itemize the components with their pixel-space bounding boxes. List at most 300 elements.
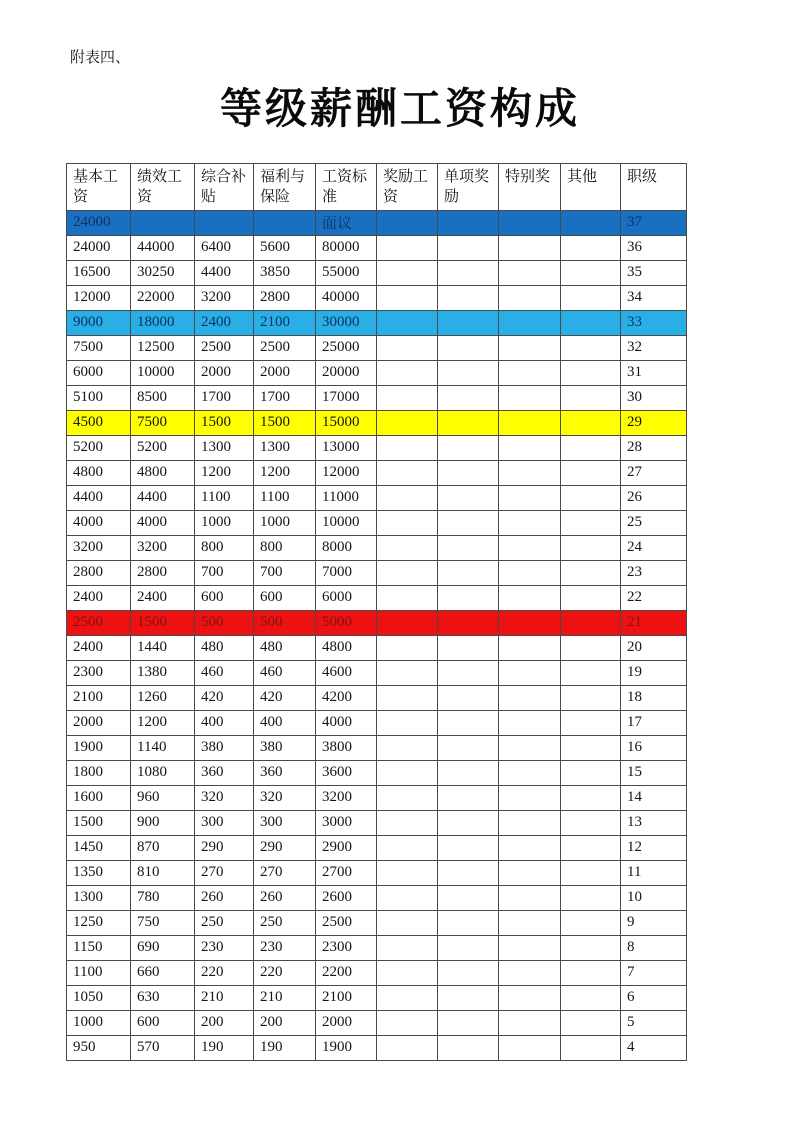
- table-cell: [499, 510, 561, 535]
- table-cell: 22000: [131, 285, 195, 310]
- table-cell: [499, 910, 561, 935]
- table-cell: 630: [131, 985, 195, 1010]
- table-cell: [561, 460, 621, 485]
- table-cell: [377, 1010, 438, 1035]
- table-cell: 18000: [131, 310, 195, 335]
- table-cell: [499, 235, 561, 260]
- column-header: 特别奖: [499, 164, 561, 211]
- table-cell: [499, 685, 561, 710]
- table-cell: 面议: [316, 210, 377, 235]
- table-cell: [438, 610, 499, 635]
- table-cell: [377, 635, 438, 660]
- table-cell: 290: [195, 835, 254, 860]
- column-header: 职级: [621, 164, 687, 211]
- table-cell: 5200: [131, 435, 195, 460]
- column-header: 其他: [561, 164, 621, 211]
- table-row: [67, 935, 687, 960]
- table-cell: [438, 760, 499, 785]
- table-cell: 600: [195, 585, 254, 610]
- table-cell: 190: [195, 1035, 254, 1060]
- table-cell: [499, 285, 561, 310]
- table-cell: [438, 935, 499, 960]
- table-cell: 1450: [67, 835, 131, 860]
- table-cell: 1300: [254, 435, 316, 460]
- table-cell: 1350: [67, 860, 131, 885]
- table-row: [67, 985, 687, 1010]
- table-cell: [438, 410, 499, 435]
- table-cell: [499, 810, 561, 835]
- table-cell: 1000: [67, 1010, 131, 1035]
- table-cell: 37: [621, 210, 687, 235]
- table-cell: 1260: [131, 685, 195, 710]
- table-cell: 320: [195, 785, 254, 810]
- table-cell: 2300: [67, 660, 131, 685]
- table-cell: [377, 610, 438, 635]
- table-cell: 500: [254, 610, 316, 635]
- table-cell: 1380: [131, 660, 195, 685]
- table-cell: [561, 310, 621, 335]
- table-cell: 12000: [316, 460, 377, 485]
- table-row: [67, 710, 687, 735]
- table-cell: 2400: [195, 310, 254, 335]
- table-cell: 5600: [254, 235, 316, 260]
- column-header: 基本工资: [67, 164, 131, 211]
- table-cell: 13: [621, 810, 687, 835]
- table-cell: [499, 1035, 561, 1060]
- table-cell: [377, 360, 438, 385]
- table-row-highlight-red: [67, 610, 687, 635]
- table-cell: [438, 1010, 499, 1035]
- table-cell: 5100: [67, 385, 131, 410]
- table-cell: 25: [621, 510, 687, 535]
- table-cell: 3200: [195, 285, 254, 310]
- table-cell: [377, 985, 438, 1010]
- table-cell: 200: [254, 1010, 316, 1035]
- table-cell: 22: [621, 585, 687, 610]
- table-cell: 55000: [316, 260, 377, 285]
- table-cell: 23: [621, 560, 687, 585]
- table-cell: 1500: [131, 610, 195, 635]
- table-cell: [438, 810, 499, 835]
- table-row: [67, 385, 687, 410]
- table-cell: [499, 585, 561, 610]
- table-cell: 1800: [67, 760, 131, 785]
- table-cell: 700: [195, 560, 254, 585]
- table-cell: 35: [621, 260, 687, 285]
- table-cell: 8500: [131, 385, 195, 410]
- table-cell: 44000: [131, 235, 195, 260]
- table-cell: 2100: [316, 985, 377, 1010]
- table-cell: 21: [621, 610, 687, 635]
- table-cell: 400: [254, 710, 316, 735]
- table-cell: [377, 885, 438, 910]
- table-cell: 2800: [67, 560, 131, 585]
- table-cell: 2000: [254, 360, 316, 385]
- table-cell: 1150: [67, 935, 131, 960]
- table-cell: [499, 885, 561, 910]
- table-cell: 4800: [316, 635, 377, 660]
- table-cell: 1440: [131, 635, 195, 660]
- table-cell: [499, 635, 561, 660]
- table-cell: [561, 985, 621, 1010]
- table-cell: [438, 685, 499, 710]
- table-cell: [377, 285, 438, 310]
- table-cell: 750: [131, 910, 195, 935]
- table-cell: 4000: [316, 710, 377, 735]
- table-cell: 30250: [131, 260, 195, 285]
- table-cell: 810: [131, 860, 195, 885]
- table-cell: 360: [195, 760, 254, 785]
- table-row: [67, 235, 687, 260]
- table-row: [67, 885, 687, 910]
- table-cell: 380: [254, 735, 316, 760]
- table-cell: 1600: [67, 785, 131, 810]
- table-row: [67, 1035, 687, 1060]
- table-cell: 300: [254, 810, 316, 835]
- table-cell: 3200: [131, 535, 195, 560]
- table-cell: [561, 385, 621, 410]
- table-cell: 210: [195, 985, 254, 1010]
- table-cell: [561, 560, 621, 585]
- table-cell: 1500: [195, 410, 254, 435]
- table-cell: [561, 660, 621, 685]
- table-cell: 2100: [67, 685, 131, 710]
- table-cell: [377, 310, 438, 335]
- table-cell: 420: [195, 685, 254, 710]
- table-cell: 4: [621, 1035, 687, 1060]
- table-cell: [499, 260, 561, 285]
- table-cell: 4800: [67, 460, 131, 485]
- table-cell: 24000: [67, 235, 131, 260]
- salary-composition-table: [66, 163, 687, 1061]
- table-cell: 2000: [195, 360, 254, 385]
- table-cell: [377, 1035, 438, 1060]
- table-cell: 4400: [195, 260, 254, 285]
- table-cell: 19: [621, 660, 687, 685]
- table-cell: [438, 660, 499, 685]
- table-cell: 700: [254, 560, 316, 585]
- table-cell: 230: [254, 935, 316, 960]
- table-cell: 1200: [131, 710, 195, 735]
- table-cell: 480: [195, 635, 254, 660]
- table-cell: 6400: [195, 235, 254, 260]
- table-cell: [499, 535, 561, 560]
- table-cell: 17000: [316, 385, 377, 410]
- table-cell: [561, 760, 621, 785]
- header-row: [67, 164, 687, 211]
- table-row: [67, 510, 687, 535]
- table-cell: 600: [131, 1010, 195, 1035]
- table-cell: 10: [621, 885, 687, 910]
- table-cell: 1700: [254, 385, 316, 410]
- table-cell: [377, 260, 438, 285]
- table-cell: [438, 735, 499, 760]
- table-cell: 17: [621, 710, 687, 735]
- table-cell: 2400: [67, 635, 131, 660]
- table-cell: [561, 410, 621, 435]
- table-cell: 600: [254, 585, 316, 610]
- table-row: [67, 335, 687, 360]
- table-cell: 29: [621, 410, 687, 435]
- table-cell: 1300: [67, 885, 131, 910]
- table-row: [67, 485, 687, 510]
- table-cell: [438, 785, 499, 810]
- table-cell: 500: [195, 610, 254, 635]
- table-cell: [499, 860, 561, 885]
- table-cell: 1200: [254, 460, 316, 485]
- table-cell: 4400: [131, 485, 195, 510]
- table-cell: [438, 335, 499, 360]
- table-row: [67, 810, 687, 835]
- table-cell: [438, 485, 499, 510]
- table-cell: 900: [131, 810, 195, 835]
- table-cell: 5: [621, 1010, 687, 1035]
- table-cell: 20: [621, 635, 687, 660]
- table-cell: [561, 610, 621, 635]
- table-cell: [438, 585, 499, 610]
- table-cell: 290: [254, 835, 316, 860]
- table-cell: 27: [621, 460, 687, 485]
- table-cell: 5000: [316, 610, 377, 635]
- table-cell: 1250: [67, 910, 131, 935]
- table-cell: [438, 560, 499, 585]
- table-cell: [561, 585, 621, 610]
- table-cell: 20000: [316, 360, 377, 385]
- table-row: [67, 535, 687, 560]
- table-cell: 1000: [195, 510, 254, 535]
- table-cell: 4500: [67, 410, 131, 435]
- table-cell: 250: [254, 910, 316, 935]
- table-cell: 2600: [316, 885, 377, 910]
- table-cell: [438, 835, 499, 860]
- table-cell: [561, 535, 621, 560]
- table-cell: [438, 460, 499, 485]
- table-cell: [377, 460, 438, 485]
- table-cell: [499, 960, 561, 985]
- table-row: [67, 660, 687, 685]
- table-row: [67, 1010, 687, 1035]
- table-cell: 1700: [195, 385, 254, 410]
- table-cell: 12500: [131, 335, 195, 360]
- table-cell: 1100: [195, 485, 254, 510]
- table-cell: [377, 760, 438, 785]
- table-cell: [377, 685, 438, 710]
- table-cell: [561, 435, 621, 460]
- table-cell: [561, 735, 621, 760]
- table-cell: [377, 435, 438, 460]
- table-cell: [377, 335, 438, 360]
- table-cell: [561, 285, 621, 310]
- table-cell: 300: [195, 810, 254, 835]
- table-cell: 4200: [316, 685, 377, 710]
- table-row: [67, 585, 687, 610]
- table-row: [67, 760, 687, 785]
- table-cell: 12000: [67, 285, 131, 310]
- table-cell: [438, 635, 499, 660]
- table-cell: [438, 535, 499, 560]
- table-cell: 1200: [195, 460, 254, 485]
- table-row: [67, 435, 687, 460]
- table-row: [67, 635, 687, 660]
- table-cell: 2400: [131, 585, 195, 610]
- table-cell: 2500: [195, 335, 254, 360]
- table-cell: [438, 510, 499, 535]
- table-cell: [499, 210, 561, 235]
- table-cell: 10000: [131, 360, 195, 385]
- table-cell: 2500: [67, 610, 131, 635]
- table-cell: [438, 235, 499, 260]
- table-cell: 34: [621, 285, 687, 310]
- table-cell: 2100: [254, 310, 316, 335]
- table-cell: 14: [621, 785, 687, 810]
- table-cell: [499, 985, 561, 1010]
- table-cell: 16500: [67, 260, 131, 285]
- table-cell: 2300: [316, 935, 377, 960]
- table-cell: 210: [254, 985, 316, 1010]
- table-cell: 6000: [316, 585, 377, 610]
- table-cell: [499, 310, 561, 335]
- table-header: [67, 164, 687, 211]
- table-cell: 780: [131, 885, 195, 910]
- table-cell: [561, 810, 621, 835]
- table-row: [67, 560, 687, 585]
- table-cell: 1100: [67, 960, 131, 985]
- table-cell: [561, 885, 621, 910]
- table-cell: 9000: [67, 310, 131, 335]
- table-cell: [438, 310, 499, 335]
- table-cell: 1100: [254, 485, 316, 510]
- table-cell: [561, 910, 621, 935]
- table-cell: 6000: [67, 360, 131, 385]
- table-cell: 1300: [195, 435, 254, 460]
- table-cell: [377, 935, 438, 960]
- table-cell: 2000: [67, 710, 131, 735]
- table-row: [67, 835, 687, 860]
- table-cell: [561, 485, 621, 510]
- table-cell: [561, 785, 621, 810]
- table-cell: [499, 710, 561, 735]
- table-row: [67, 735, 687, 760]
- table-cell: 1500: [67, 810, 131, 835]
- column-header: 福利与保险: [254, 164, 316, 211]
- table-cell: 260: [195, 885, 254, 910]
- table-cell: 2500: [316, 910, 377, 935]
- table-cell: 1080: [131, 760, 195, 785]
- table-cell: [377, 385, 438, 410]
- table-cell: 220: [195, 960, 254, 985]
- table-cell: [499, 410, 561, 435]
- table-cell: 190: [254, 1035, 316, 1060]
- table-cell: 1140: [131, 735, 195, 760]
- table-cell: 2500: [254, 335, 316, 360]
- table-cell: 3600: [316, 760, 377, 785]
- table-cell: [499, 460, 561, 485]
- table-row: [67, 785, 687, 810]
- table-row-highlight-blue: [67, 210, 687, 235]
- table-cell: 11: [621, 860, 687, 885]
- table-cell: [499, 610, 561, 635]
- table-cell: [254, 210, 316, 235]
- table-cell: [561, 335, 621, 360]
- table-cell: [438, 885, 499, 910]
- table-row: [67, 685, 687, 710]
- table-cell: 9: [621, 910, 687, 935]
- table-cell: 7500: [67, 335, 131, 360]
- table-cell: 3850: [254, 260, 316, 285]
- table-cell: [377, 485, 438, 510]
- table-cell: 24000: [67, 210, 131, 235]
- table-cell: [561, 260, 621, 285]
- table-row: [67, 910, 687, 935]
- table-cell: 4800: [131, 460, 195, 485]
- table-cell: [561, 1035, 621, 1060]
- table-cell: 2900: [316, 835, 377, 860]
- table-cell: [561, 210, 621, 235]
- table-cell: 16: [621, 735, 687, 760]
- table-cell: [377, 910, 438, 935]
- table-cell: [438, 710, 499, 735]
- table-cell: 800: [254, 535, 316, 560]
- table-cell: 10000: [316, 510, 377, 535]
- table-cell: [377, 235, 438, 260]
- table-cell: 12: [621, 835, 687, 860]
- table-cell: 2200: [316, 960, 377, 985]
- column-header: 奖励工资: [377, 164, 438, 211]
- table-cell: 7: [621, 960, 687, 985]
- table-cell: 3800: [316, 735, 377, 760]
- table-row: [67, 360, 687, 385]
- column-header: 综合补贴: [195, 164, 254, 211]
- table-body: [67, 210, 687, 1060]
- table-cell: 11000: [316, 485, 377, 510]
- table-cell: [377, 710, 438, 735]
- table-cell: 3200: [67, 535, 131, 560]
- table-row-highlight-cyan: [67, 310, 687, 335]
- table-cell: 8000: [316, 535, 377, 560]
- table-cell: 18: [621, 685, 687, 710]
- table-cell: [377, 810, 438, 835]
- table-cell: 2000: [316, 1010, 377, 1035]
- table-cell: 4600: [316, 660, 377, 685]
- table-cell: 7500: [131, 410, 195, 435]
- table-cell: [377, 960, 438, 985]
- table-cell: 3200: [316, 785, 377, 810]
- column-header: 绩效工资: [131, 164, 195, 211]
- table-cell: [561, 960, 621, 985]
- table-cell: 420: [254, 685, 316, 710]
- table-cell: [438, 910, 499, 935]
- table-cell: 33: [621, 310, 687, 335]
- table-cell: [561, 860, 621, 885]
- table-cell: 250: [195, 910, 254, 935]
- table-row: [67, 285, 687, 310]
- table-cell: [438, 1035, 499, 1060]
- table-cell: 460: [254, 660, 316, 685]
- table-cell: [561, 510, 621, 535]
- column-header: 工资标准: [316, 164, 377, 211]
- table-cell: [499, 835, 561, 860]
- table-cell: 460: [195, 660, 254, 685]
- table-cell: 26: [621, 485, 687, 510]
- table-cell: 660: [131, 960, 195, 985]
- table-cell: [499, 1010, 561, 1035]
- table-row: [67, 260, 687, 285]
- page-title: 等级薪酬工资构成: [219, 85, 580, 132]
- table-cell: 7000: [316, 560, 377, 585]
- table-cell: [561, 935, 621, 960]
- table-cell: 270: [254, 860, 316, 885]
- table-cell: 1050: [67, 985, 131, 1010]
